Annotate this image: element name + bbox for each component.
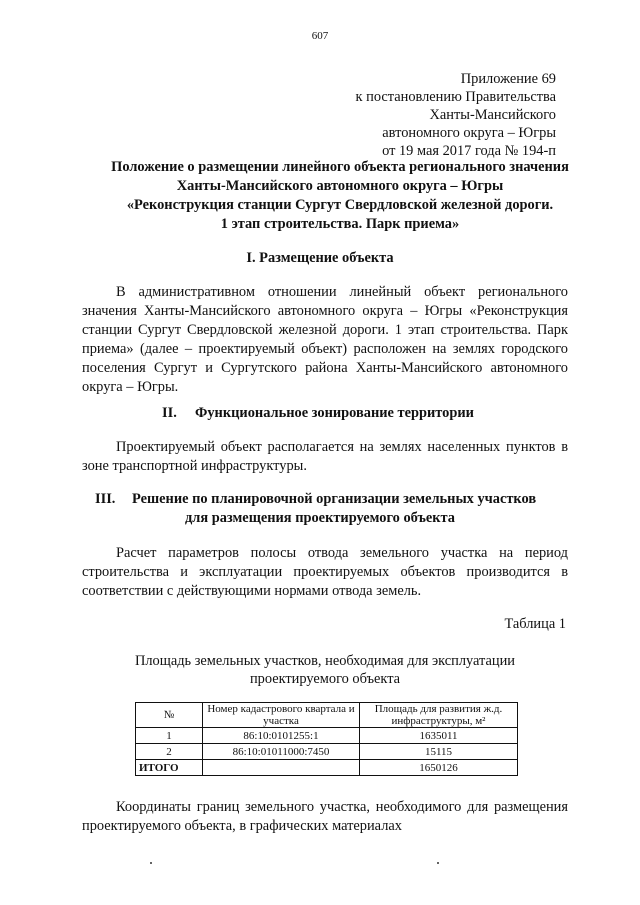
land-area-table [135, 702, 518, 776]
row-area: 15115 [360, 744, 518, 760]
row-number: 1 [136, 728, 203, 744]
row-cadastral: 86:10:0101255:1 [203, 728, 360, 744]
section2-number: II. [162, 405, 177, 421]
section3-number: III. [95, 491, 116, 507]
appendix-line: от 19 мая 2017 года № 194-п [382, 143, 556, 159]
appendix-line: Ханты-Мансийского [429, 107, 556, 123]
row-cadastral: 86:10:01011000:7450 [203, 744, 360, 760]
table-row [136, 744, 518, 760]
page-number: 607 [311, 30, 329, 42]
total-area: 1650126 [360, 760, 518, 776]
title-line: Положение о размещении линейного объекта регионального значения [111, 159, 569, 175]
total-empty-cell [203, 760, 360, 776]
table-label: Таблица 1 [504, 616, 566, 632]
section1-text: В административном отношении линейный объект регионального значения Ханты-Мансийского автономного округа – Югры «Реконструкция станции Сургут Свердловской железной дороги. 1 этап строительства. Парк приема» (далее – проектируемый объект) расположен на землях городского поселения Сургут и Сургутского района Ханты-Мансийского автономного округа – Югры. [82, 284, 568, 395]
section2-heading: Функциональное зонирование территории [195, 405, 474, 421]
section3-text: Расчет параметров полосы отвода земельного участка на период строительства и эксплуатации проектируемых объектов производится в соответствии с действующими нормами отвода земель. [82, 545, 568, 599]
total-label: ИТОГО [136, 760, 203, 776]
appendix-line: автономного округа – Югры [382, 125, 556, 141]
appendix-block [356, 70, 556, 160]
table-caption-line: Площадь земельных участков, необходимая для эксплуатации [134, 653, 516, 669]
table-caption [82, 652, 568, 688]
scan-speck [150, 862, 152, 864]
scan-speck [437, 862, 439, 864]
closing-text: Координаты границ земельного участка, необходимого для размещения проектируемого объекта, в графических материалах [82, 799, 568, 834]
title-line: «Реконструкция станции Сургут Свердловской железной дороги. [126, 197, 554, 213]
header-area: Площадь для развития ж.д. инфраструктуры, м² [360, 703, 518, 728]
table-caption-line: проектируемого объекта [249, 671, 401, 687]
header-cadastral: Номер кадастрового квартала и участка [203, 703, 360, 728]
row-number: 2 [136, 744, 203, 760]
title-line: 1 этап строительства. Парк приема» [220, 216, 460, 232]
section3-heading-line2: для размещения проектируемого объекта [184, 510, 455, 526]
table-header-row [136, 703, 518, 728]
table-row [136, 728, 518, 744]
section2-text: Проектируемый объект располагается на землях населенных пунктов в зоне транспортной инфраструктуры. [82, 439, 568, 474]
appendix-line: Приложение 69 [460, 71, 556, 87]
header-number: № [136, 703, 203, 728]
title-line: Ханты-Мансийского автономного округа – Югры [176, 178, 504, 194]
table-total-row [136, 760, 518, 776]
document-title [60, 158, 620, 234]
row-area: 1635011 [360, 728, 518, 744]
section1-heading: I. Размещение объекта [246, 250, 394, 266]
appendix-line: к постановлению Правительства [355, 89, 556, 105]
section3-heading-line1: Решение по планировочной организации земельных участков [132, 491, 537, 507]
